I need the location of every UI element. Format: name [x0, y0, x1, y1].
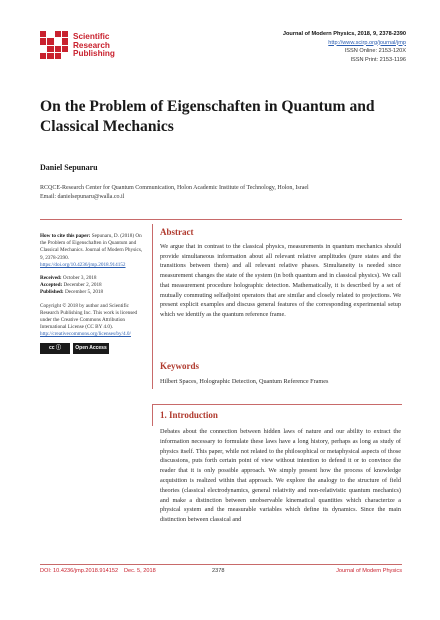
published-label: Published: [40, 289, 64, 296]
abstract-heading: Abstract [160, 227, 194, 237]
license-link[interactable]: http://creativecommons.org/licenses/by/4.0/ [40, 331, 131, 338]
intro-paragraph: Debates about the connection between hidden laws of nature and our ability to extract the information necessary to formulate these laws have a long history, perhaps as long as study of physics itself. This paper, while not related to the philosophical or metaphysical aspects of those discussions, puts forth certain point of view without intention to defend it or to convince the reader that it is only possible approach. We simply present how the process of knowledge acquisition is realized within that approach. We explore the analogy to the structure of field theories (classical electrodynamics, general relativity and non-relativistic quantum mechanics) and make a distinction between unobservable kinematical quantities which characterize a physical system and the measurable variables which define its dynamics. Since the main distinction between classical and [160, 428, 401, 524]
license-badges [40, 343, 145, 354]
received-label: Received: [40, 275, 62, 282]
author-email: Email: danielsepunaru@walla.co.il [40, 193, 125, 200]
keywords-left-rule [152, 357, 153, 389]
article-info-sidebar [40, 233, 145, 354]
paper-title: On the Problem of Eigenschaften in Quantum and Classical Mechanics [40, 98, 375, 135]
affiliation: RCQCE-Research Center for Quantum Communication, Holon Academic Institute of Technology, Holon, Israel [40, 185, 309, 191]
open-access-badge: Open Access [73, 343, 109, 354]
cite-label: How to cite this paper: [40, 233, 91, 239]
journal-header [283, 30, 406, 64]
abstract-left-rule [152, 224, 153, 368]
footer-date: Dec. 5, 2018 [124, 568, 156, 574]
cite-text: Sepunaru, D. (2018) On the Problem of Eigenschaften in Quantum and Classical Mechanics. Journal of Modern Physics, 9, 2378-2390. [40, 233, 143, 261]
intro-text [160, 427, 401, 525]
footer-journal: Journal of Modern Physics [336, 568, 402, 574]
journal-line: Journal of Modern Physics, 2018, 9, 2378-2390 [282, 31, 406, 37]
copyright-notice: Copyright © 2018 by author and Scientific Research Publishing Inc. This work is licensed under the Creative Commons Attribution International License (CC BY 4.0). [40, 302, 138, 331]
cc-by-icon[interactable]: cc ⓘ [40, 343, 70, 354]
keywords-heading: Keywords [160, 361, 199, 371]
affiliation-block [40, 184, 309, 201]
intro-top-rule [152, 404, 402, 405]
issn-online: ISSN Online: 2153-120X [344, 48, 406, 54]
keywords-text: Hilbert Spaces, Holographic Detection, Quantum Reference Frames [160, 378, 329, 385]
publisher-logo-icon [40, 31, 68, 59]
journal-url-link[interactable]: http://www.scirp.org/journal/jmp [328, 39, 406, 46]
intro-heading: 1. Introduction [160, 410, 218, 420]
header-divider [40, 219, 402, 220]
intro-left-rule [152, 404, 153, 426]
published-date: December 5, 2018 [64, 289, 104, 296]
footer-page-number: 2378 [212, 568, 225, 574]
issn-print: ISSN Print: 2153-1196 [350, 56, 406, 63]
abstract-text: We argue that in contrast to the classical physics, measurements in quantum mechanics should provide simultaneous information about all relevant relative amplitudes (pure states and the transitions between them) and all relevant relative phases. Simultaneity is needed since measurement changes the state of the system (in both quantum and in classical physics). We call that measurement procedure holographic detection. Mathematically, it is described by a set of mutually commuting selfadjoint operators that are similar and closely related to projections. We present explicit examples and discuss general features of the corresponding experimental setup which we identify as the quantum reference frame. [160, 243, 401, 318]
accepted-label: Accepted: [40, 282, 63, 289]
footer-doi: DOI: 10.4236/jmp.2018.914152 [40, 568, 119, 574]
author-name: Daniel Sepunaru [40, 163, 98, 172]
cite-doi-link[interactable]: https://doi.org/10.4236/jmp.2018.914152 [40, 261, 126, 268]
accepted-date: December 2, 2018 [63, 282, 102, 289]
received-date: October 3, 2018 [62, 275, 97, 282]
footer-rule [40, 564, 402, 565]
publisher-logo-text: Scientific Research Publishing [73, 32, 115, 59]
